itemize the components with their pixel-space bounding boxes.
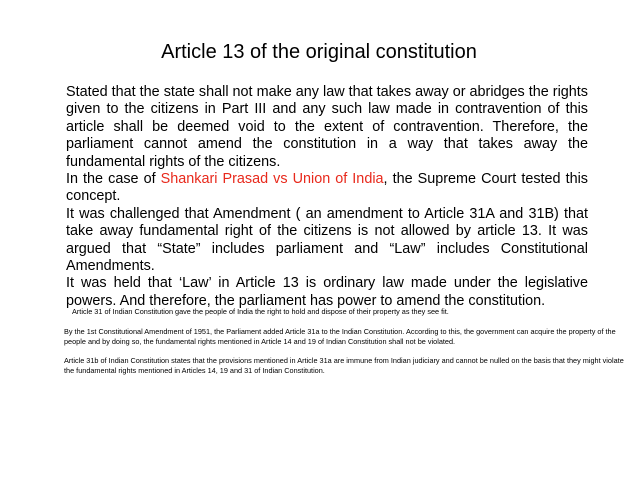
footnotes-block — [64, 307, 634, 376]
note-article-31: Article 31 of Indian Constitution gave the people of India the right to hold and dispose of their property as they see fit. — [72, 307, 449, 316]
paragraph-shankari-prasad-case — [66, 171, 588, 206]
main-text-block — [66, 84, 588, 310]
case-outro-text: , the Supreme Court tested this concept. — [66, 171, 588, 205]
paragraph-holding: It was held that ‘Law’ in Article 13 is ordinary law made under the legislative powers. And therefore, the parliament has power to amend the constitution. — [66, 275, 588, 309]
slide-title: Article 13 of the original constitution — [161, 41, 477, 63]
note-article-31b: Article 31b of Indian Constitution states that the provisions mentioned in Article 31a are immune from Indian judiciary and cannot be nulled on the basis that they might violate the fundamental rights mentioned in Articles 14, 19 and 31 of Indian Constitution. — [64, 356, 624, 375]
paragraph-article-13-statement: Stated that the state shall not make any law that takes away or abridges the rights given to the citizens in Part III and any such law made in contravention of this article shall be deemed void to the extent of contravention. Therefore, the parliament cannot amend the constitution in a way that takes away the fundamental rights of the citizens. — [66, 84, 588, 170]
case-intro-text: In the case of — [66, 171, 161, 188]
note-article-31a: By the 1st Constitutional Amendment of 1951, the Parliament added Article 31a to the Indian Constitution. According to this, the government can acquire the property of the people and by doing so, the fundamental rights mentioned in Article 14 and 19 of Indian Constitution shall not be violated. — [64, 327, 616, 346]
case-name-highlight: Shankari Prasad vs Union of India — [160, 171, 384, 188]
paragraph-challenge: It was challenged that Amendment ( an amendment to Article 31A and 31B) that take away fundamental right of the citizens is not allowed by article 13. It was argued that “State” includes parliament and “Law” includes Constitutional Amendments. — [66, 205, 588, 275]
